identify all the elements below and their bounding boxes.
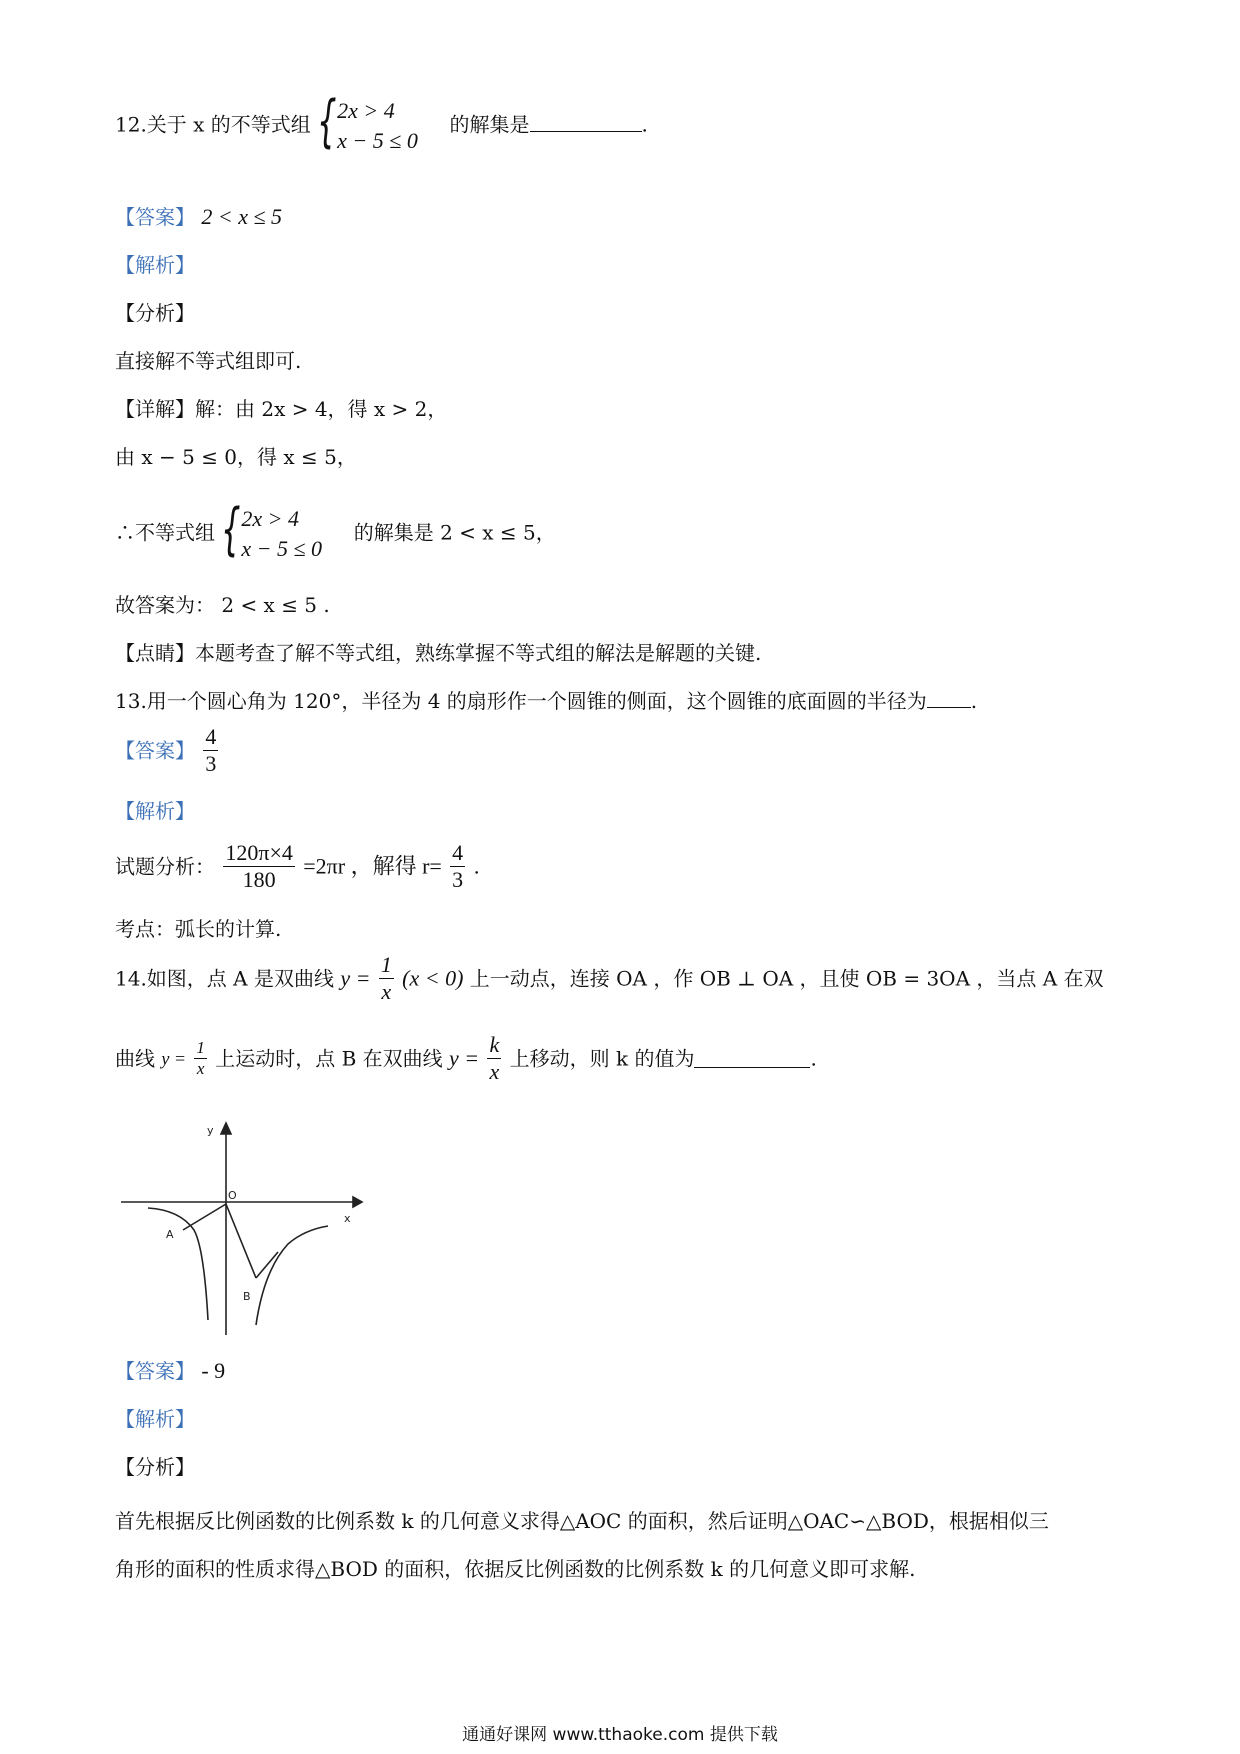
analysis-tag-2: 【解析】 [115,799,195,823]
q13-kaodian: 考点：弧长的计算. [115,917,282,941]
q14-stem-line1 [115,952,1104,1005]
q14-f2-den: x [196,1059,205,1078]
q13-answer-num: 4 [205,724,217,749]
q12-detail-3-pre: ∴不等式组 [115,520,215,545]
analysis-tag: 【解析】 [115,253,195,277]
q14-k-den: x [489,1059,500,1084]
x-axis-arrow [353,1197,362,1207]
q12-stem [115,89,648,154]
fenxi-tag-3: 【分析】 [115,1455,195,1479]
q14-k-num: k [489,1032,500,1057]
q14-yeq: y = [340,965,371,991]
q12-answer-line [115,204,282,230]
q14-stem-1b: 上一动点，连接 OA ，作 OB ⊥ OA ，且使 OB = 3OA ，当点 A 在双 [469,966,1104,991]
q14-cond: (x < 0) [402,965,464,991]
q12-period: . [641,112,648,137]
q14-stem-line2 [115,1032,817,1085]
q14-frac-1 [379,952,394,1005]
fig-o-label: O [228,1189,237,1202]
q14-f2-num: 1 [196,1038,205,1057]
q14-stem-2b: 上运动时，点 B 在双曲线 [215,1046,443,1071]
q12-stem-text: 12.关于 x 的不等式组 [115,112,311,137]
q14-f-num: 1 [380,952,392,977]
q12-row1-b: 2x > 4 [241,506,299,531]
q14-f-den: x [381,979,392,1004]
q14-blank [694,1049,810,1068]
q13-frac [223,840,295,893]
y-axis-arrow [221,1123,231,1134]
answer-tag: 【答案】 [115,738,195,763]
q12-system: { 2x > 4 x − 5 ≤ 0 [317,89,418,154]
q14-stem-2c: 上移动，则 k 的值为 [509,1046,695,1071]
fenxi-tag: 【分析】 [115,301,195,325]
q14-fenxi-2: 角形的面积的性质求得△BOD 的面积，依据反比例函数的比例系数 k 的几何意义即可求解. [115,1557,916,1581]
q13-frac-num: 120π×4 [225,840,293,865]
q12-stem-post: 的解集是 [449,112,530,137]
analysis-tag-3: 【解析】 [115,1407,195,1431]
q13-analysis-end: . [473,854,480,879]
q14-stem-1a: 14.如图，点 A 是双曲线 [115,966,334,991]
q13-answer-frac [203,724,218,777]
q12-fenxi: 直接解不等式组即可. [115,349,302,373]
q14-stem-2a: 曲线 [115,1046,155,1071]
q13-frac-den: 180 [242,867,276,892]
fig-x-label: x [344,1212,351,1225]
q12-row1: 2x > 4 [337,98,395,123]
q12-detail-2: 由 x − 5 ≤ 0，得 x ≤ 5， [115,445,357,469]
comment-tag: 【点睛】 [115,641,195,665]
q14-frac-k [487,1032,501,1085]
q14-period: . [810,1046,817,1071]
q13-stem-line [115,688,977,714]
q13-analysis-pre: 试题分析： [115,854,215,879]
fig-b-label: B [243,1290,251,1303]
q12-answer: 2 < x ≤ 5 [201,204,283,229]
q12-row2-b: x − 5 ≤ 0 [241,536,323,561]
q12-blank [530,113,642,132]
detail-tag: 【详解】 [115,397,195,421]
curve-b [256,1226,328,1325]
q12-comment-line [115,640,761,666]
q12-comment: 本题考查了解不等式组，熟练掌握不等式组的解法是解题的关键. [195,641,762,665]
q14-answer-line [115,1358,225,1384]
segment-oa [183,1204,226,1230]
q12-system-2: { 2x > 4 x − 5 ≤ 0 [221,497,323,562]
q13-answer-den: 3 [205,751,217,776]
q14-frac-2 [194,1038,207,1079]
q14-yeq-3: y = [449,1045,480,1071]
q14-answer: - 9 [201,1358,226,1383]
q12-row2: x − 5 ≤ 0 [337,128,418,153]
q14-figure [118,1120,368,1345]
q12-detail-line3 [115,497,556,562]
q14-yeq-2: y = [161,1048,186,1069]
fig-a-label: A [166,1228,174,1241]
q13-r-frac [450,840,465,893]
q12-detail-3-post: 的解集是 2 < x ≤ 5， [353,520,556,545]
q13-analysis-mid: =2πr ，解得 r= [303,853,442,879]
q13-analysis-line [115,840,480,893]
answer-tag-3: 【答案】 [115,1359,195,1383]
q13-r-den: 3 [452,867,464,892]
page-footer: 通通好课网 www.tthaoke.com 提供下载 [462,1725,778,1745]
curve-a [148,1208,208,1320]
segment-b-curve [256,1252,278,1278]
segment-ob [226,1204,256,1278]
q14-fenxi-1: 首先根据反比例函数的比例系数 k 的几何意义求得△AOC 的面积，然后证明△OAC∽△BOD，根据相似三 [115,1509,1049,1533]
q13-period: . [970,689,978,713]
q12-detail-1: 解：由 2x > 4，得 x > 2， [195,397,448,421]
q12-detail-line1 [115,396,447,422]
q13-answer-line [115,724,220,777]
q12-detail-4: 故答案为： 2 < x ≤ 5 . [115,593,330,617]
q13-r-num: 4 [452,840,464,865]
q13-stem: 13.用一个圆心角为 120°，半径为 4 的扇形作一个圆锥的侧面，这个圆锥的底面圆的半径为 [115,689,927,713]
answer-tag: 【答案】 [115,205,195,229]
fig-y-label: y [207,1124,214,1137]
q13-blank [927,689,971,708]
